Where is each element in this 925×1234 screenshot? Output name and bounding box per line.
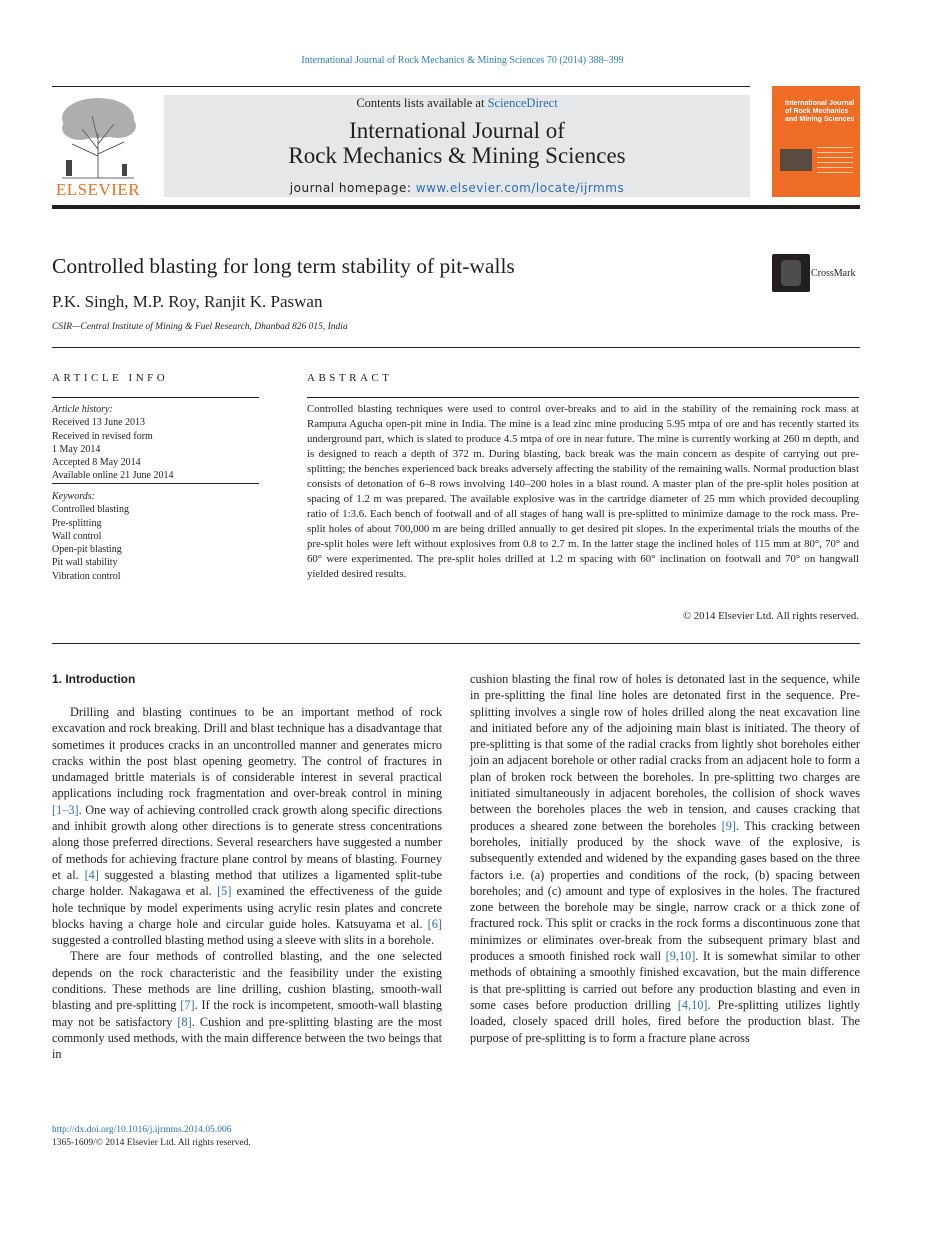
- text-run: . It is somewhat similar to other methods of obtaining a smoothly finished excavation, but the main difference is that pre-splitting is carried out before any production blasting and even in some cases before production drilling: [470, 949, 860, 1012]
- text-run: . Pre-splitting utilizes lightly loaded, closely spaced drill holes, fired before the production blast. The purpose of pre-splitting is to form a fracture plane across: [470, 997, 860, 1045]
- article-info-heading: ARTICLE INFO: [52, 372, 169, 384]
- citation-link[interactable]: [7]: [180, 998, 195, 1013]
- history-item: 1 May 2014: [52, 443, 101, 455]
- keywords: [52, 490, 259, 583]
- issn-line: 1365-1609/© 2014 Elsevier Ltd. All rights reserved.: [52, 1138, 251, 1148]
- text-run: . If the rock is incompetent, smooth-wall blasting may not be satisfactory: [52, 998, 442, 1029]
- body-column-right: [470, 671, 860, 1046]
- doi-link[interactable]: http://dx.doi.org/10.1016/j.ijrmms.2014.05.006: [52, 1125, 232, 1135]
- keyword: Pit wall stability: [52, 557, 118, 569]
- article-info-rule-2: [52, 483, 259, 484]
- abstract-bottom-rule: [52, 643, 860, 644]
- abstract-heading: ABSTRACT: [307, 372, 393, 384]
- text-run: cushion blasting the final row of holes is detonated last in the sequence, while in pre-splitting the final line holes are detonated first in the sequence. Pre-splitting involves a single row of holes drilled along the neat excavation line and initiated before any of the adjoining main blast is initiated. The theory of pre-splitting is that some of the radial cracks from lightly shot boreholes either join an adjacent borehole or other radial cracks from an adjacent hole to form a plan of broken rock between the boreholes. In pre-splitting two charges are initiated simultaneously in adjacent boreholes, the collision of shock waves between the boreholes places the web in tension, and causes cracking that produces a sheared zone between the boreholes: [470, 672, 860, 833]
- abstract-copyright: © 2014 Elsevier Ltd. All rights reserved.: [682, 610, 859, 622]
- publisher-wordmark: ELSEVIER: [55, 180, 141, 199]
- journal-homepage-line: [164, 181, 750, 195]
- homepage-link[interactable]: www.elsevier.com/locate/ijrmms: [415, 181, 625, 195]
- keywords-label: Keywords:: [52, 491, 95, 502]
- running-head[interactable]: International Journal of Rock Mechanics & Mining Sciences 70 (2014) 388–399: [301, 55, 624, 66]
- journal-title-line1: International Journal of: [349, 118, 565, 143]
- title-block-rule: [52, 347, 860, 348]
- cover-text-lines: [817, 147, 853, 177]
- contents-line: [164, 96, 750, 111]
- text-run: . This cracking between boreholes, initially produced by the shock wave of the explosive, is subsequently extended and widened by the expanding gases based on the three factors i.e. (a) properties and conditions of the rock, (b) spacing between boreholes; and (c) amount and type of explosives in the holes. The fractured zone between the borehole may be single, narrow crack or a thick zone of fractured rock. This split or cracks in the rock forms a discontinuous zone that minimizes or eliminates over-break from the subsequent primary blast and produces a smooth finished rock wall: [470, 818, 860, 964]
- text-run: There are four methods of controlled blasting, and the one selected depends on the rock characteristic and the feasibility under the existing conditions. These methods are line drilling, cushion blasting, smooth-wall blasting and pre-splitting: [52, 949, 442, 1013]
- paragraph: [52, 704, 442, 948]
- affiliation: CSIR—Central Institute of Mining & Fuel Research, Dhanbad 826 015, India: [52, 322, 348, 332]
- citation-link[interactable]: [4,10]: [677, 997, 708, 1012]
- journal-title-line2: Rock Mechanics & Mining Sciences: [288, 143, 626, 168]
- section-heading-introduction: 1. Introduction: [52, 672, 136, 686]
- history-item: Received 13 June 2013: [52, 417, 146, 429]
- keyword: Vibration control: [52, 570, 121, 582]
- citation-link[interactable]: [9,10]: [665, 949, 696, 964]
- page-footer: [52, 1124, 251, 1150]
- cover-image: [780, 149, 812, 171]
- citation-link[interactable]: [9]: [721, 818, 737, 833]
- body-column-left: [52, 704, 442, 1063]
- article-history: [52, 403, 259, 483]
- text-run: . Cushion and pre-splitting blasting are the most commonly used methods, with the main difference between the two beings that in: [52, 1014, 442, 1062]
- text-run: Drilling and blasting continues to be an important method of rock excavation and rock breaking. Drill and blast technique has a disadvantage that sometimes it produces cracks in an uncontrolled manner and generates micro cracks within the post blast opening geometry. The control of fractures in undamaged brittle materials is of considerable interest in several practical applications including rock fragmentation and over-break control in mining: [52, 705, 442, 801]
- journal-cover-thumbnail[interactable]: [772, 86, 860, 197]
- masthead-top-rule: [52, 86, 750, 87]
- abstract-text: Controlled blasting techniques were used to control over-breaks and to aid in the stability of the remaining rock mass at Rampura Agucha open-pit mine in India. The mine is a lead zinc mine producing 5.95 mtpa of ore and has recently started its underground part, which is slated to produce 4.5 mtpa of ore in near future. The mine is currently working at 260 m depth, and is designed to reach a depth of 372 m. During blasting, back break was the main concern as despite of carrying out pre-splitting; the benches experienced back breaks adversely affecting the stability of the remaining walls. Normal production blast consists of detonation of 6–8 rows involving 140–200 holes in a blast round. A master plan of the pre-split holes position at spacing of 1.2 m was prepared. The available explosive was in the cartridge diameter of 25 mm which provided decoupling ratio of 1:3.6. Each bench of footwall and of all stages of hang wall is pre-splitted to minimize damage to the rock mass. Pre-split holes of about 700,000 m are being drilled annually to get desired pit slopes. In the experimental trials the mouths of the pre-split holes were left without explosives from 0.8 to 2.7 m. In the latter stage the inclined holes of 115 mm at 80°, 70° and 60° were experimented. The pre-split holes drilled at 1.2 m spacing with 60° inclination on footwall and 70° on hangwall yielded desired results.: [307, 403, 859, 580]
- history-item: Received in revised form: [52, 430, 153, 442]
- crossmark-label[interactable]: CrossMark: [811, 268, 856, 279]
- masthead-thick-rule: [52, 205, 860, 209]
- citation-link[interactable]: [8]: [177, 1014, 192, 1029]
- paragraph: [52, 948, 442, 1062]
- cover-title: International Journal of Rock Mechanics and Mining Sciences: [785, 100, 855, 123]
- history-item: Available online 21 June 2014: [52, 470, 174, 482]
- article-title: Controlled blasting for long term stability of pit-walls: [52, 254, 515, 278]
- citation-link[interactable]: [4]: [84, 867, 99, 882]
- sciencedirect-link[interactable]: ScienceDirect: [487, 96, 558, 110]
- text-run: suggested a blasting method that utilizes a ligamented split-tube charge holder. Nakagawa et al.: [52, 867, 442, 899]
- citation-link[interactable]: [1–3]: [52, 802, 79, 817]
- journal-banner: [164, 95, 750, 197]
- keyword: Open-pit blasting: [52, 544, 122, 556]
- abstract-rule: [307, 397, 859, 398]
- keyword: Wall control: [52, 530, 102, 542]
- article-info-rule: [52, 397, 259, 398]
- authors: P.K. Singh, M.P. Roy, Ranjit K. Paswan: [52, 292, 323, 311]
- crossmark-icon[interactable]: [772, 254, 810, 292]
- history-item: Accepted 8 May 2014: [52, 457, 141, 469]
- text-run: examined the effectiveness of the guide hole technique by model experiments using acrylic resin plates and concrete blocks having a charge hole and circular guide holes. Katsuyama et al.: [52, 884, 442, 931]
- contents-prefix: Contents lists available at: [356, 96, 488, 110]
- homepage-prefix: journal homepage:: [289, 181, 416, 195]
- keyword: Controlled blasting: [52, 504, 129, 516]
- history-label: Article history:: [52, 404, 113, 415]
- keyword: Pre-splitting: [52, 517, 102, 529]
- text-run: . One way of achieving controlled crack growth along specific directions and inhibit growth along other directions is to generate stress concentrations along those preferred directions. Several researchers have suggested a number of methods for achieving fracture plane control by means of blasting. Fourney et al.: [52, 802, 442, 882]
- paragraph: [470, 671, 860, 1046]
- citation-link[interactable]: [5]: [217, 884, 232, 899]
- text-run: suggested a controlled blasting method using a sleeve with slits in a borehole.: [52, 933, 435, 948]
- citation-link[interactable]: [6]: [427, 916, 442, 931]
